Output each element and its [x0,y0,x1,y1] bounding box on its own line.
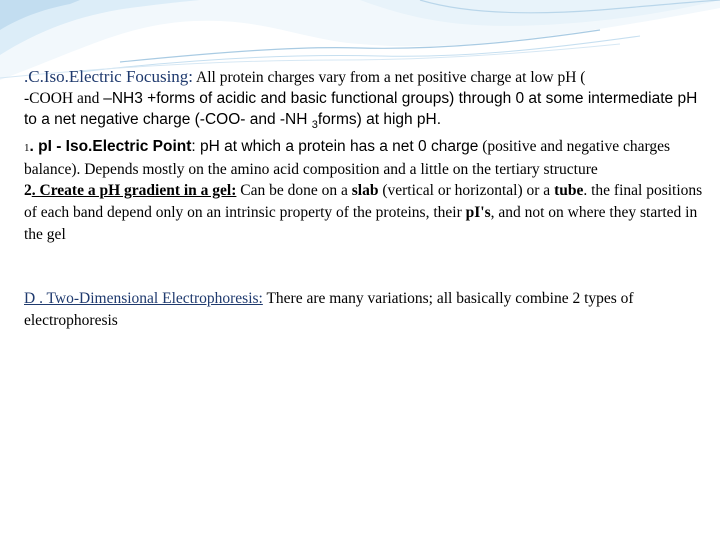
section-d-heading: D . Two-Dimensional Electrophoresis: [24,290,263,308]
section-d-text: There are many variations; all basically combine 2 types of electrophoresis [24,290,634,330]
point-2-text-a: Can be done on a [236,182,352,200]
point-2-text-b: (vertical or horizontal) or a [378,182,555,200]
section-c-paragraph [24,66,704,136]
slide-body [24,66,704,332]
point-1-label: . pI - Iso.Electric Point [29,138,192,156]
point-2-number: 2 [24,182,32,200]
point-1-number: 1 [24,142,30,155]
point-1-text-sans: : pH at which a protein has a net 0 charge [191,138,479,156]
section-d-paragraph [24,288,704,332]
point-1-paragraph [24,136,704,180]
point-2-tube: tube [554,182,584,200]
section-c-forms-text: +forms of acidic and basic functional groups) through 0 at some intermediate pH to a net negative charge (-COO- and -NH [24,90,698,128]
point-2-slab: slab [351,182,379,200]
section-c-nh3-sub: 3 [134,90,143,107]
point-2-pis: pI's [465,204,491,222]
point-2-text-c: . the final positions of each band depend only on an intrinsic property of the proteins, their [24,182,703,222]
section-c-nh3: –NH [103,90,135,107]
section-c-nh3-sub2: 3 [311,119,318,132]
section-c-heading: .C.Iso.Electric Focusing: [24,67,194,86]
point-2-label: . Create a pH gradient in a gel: [31,182,237,200]
section-c-forms-end: forms) at high pH. [317,111,442,128]
point-2-paragraph [24,180,704,246]
section-c-cooh: -COOH and [24,90,104,107]
section-c-intro: All protein charges vary from a net positive charge at low pH ( [193,69,586,86]
point-1-text-serif: (positive and negative charges balance). Depends mostly on the amino acid composition and a little on the tertiary structure [24,138,671,179]
point-2-text-d: , and not on where they started in the gel [24,204,698,244]
